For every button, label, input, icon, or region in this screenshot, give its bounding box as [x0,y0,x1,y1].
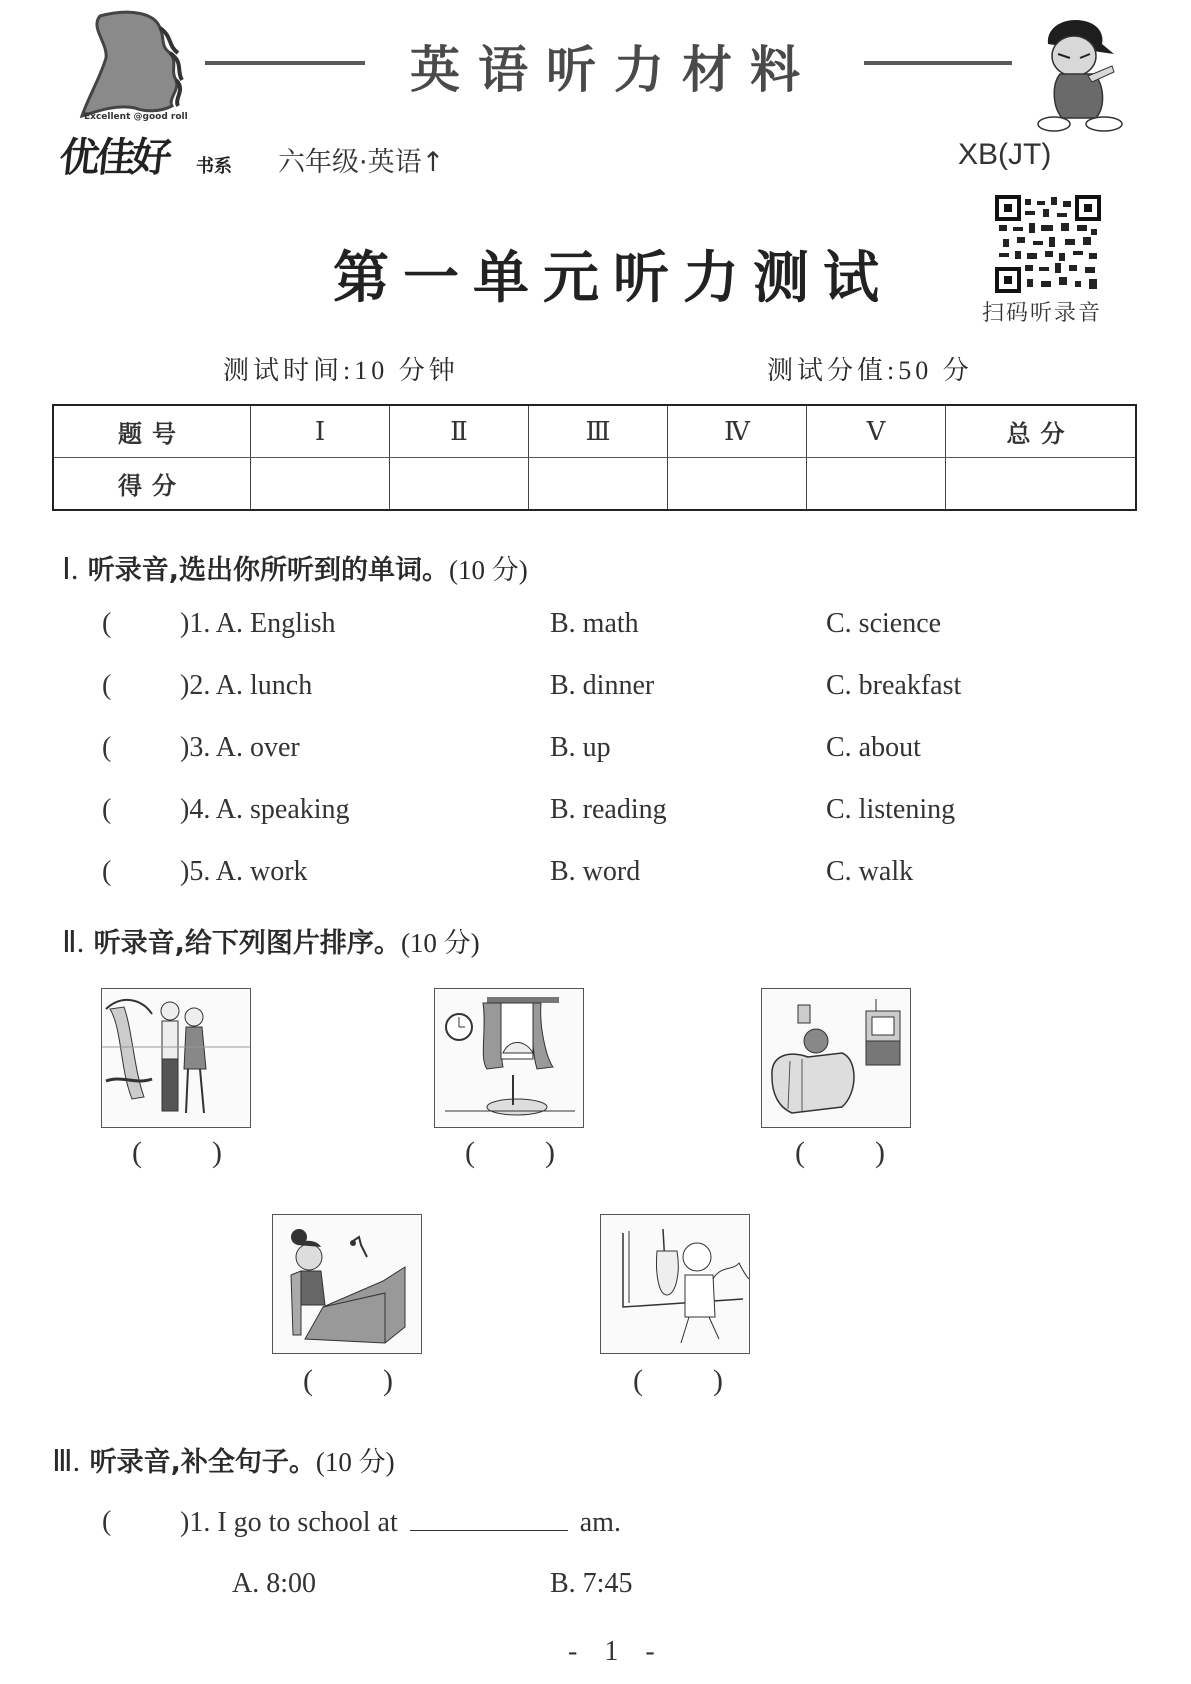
section-1-question-2 [0,670,1191,710]
section-2-numeral: Ⅱ. [62,926,85,959]
row-header-question-number: 题号 [53,405,251,458]
sentence-prefix: )1. I go to school at [180,1507,398,1538]
column-header-1: Ⅰ [251,405,390,458]
section-3-heading [52,1440,395,1479]
qr-code-icon[interactable] [995,195,1101,293]
column-header-3: Ⅲ [529,405,668,458]
score-cell-5[interactable] [807,458,946,511]
logo-brand: 优佳好 [57,135,171,181]
option-c: C. listening [826,794,956,825]
sentence-suffix: am. [579,1507,621,1538]
option-a: )4. A. speaking [180,794,350,825]
picture-2-answer-blank[interactable]: ( ) [465,1136,555,1169]
edition-code: XB(JT) [958,138,1052,171]
score-table-header-row [53,405,1136,458]
option-c: C. about [826,732,921,763]
banner-title: 英语听力材料 [410,41,818,99]
option-a: )5. A. work [180,856,308,887]
test-title: 第一单元听力测试 [333,245,893,311]
test-score-label: 测试分值:50 分 [767,356,973,385]
row-header-score: 得分 [53,458,251,511]
section-1-question-1 [0,608,1191,648]
section-3-instruction: 听录音,补全句子。 [89,1447,316,1478]
section-3-numeral: Ⅲ. [52,1445,81,1478]
section-3-question-1-option-b: B. 7:45 [550,1568,633,1599]
picture-3-answer-blank[interactable]: ( ) [795,1136,885,1169]
section-1-question-5 [0,856,1191,896]
section-2-instruction: 听录音,给下列图片排序。 [93,928,401,959]
column-header-5: Ⅴ [807,405,946,458]
score-cell-3[interactable] [529,458,668,511]
section-3-question-1-answer-blank[interactable]: ( [102,1506,112,1537]
section-2-points: (10 分) [400,928,480,958]
option-c: C. walk [826,856,914,887]
answer-blank[interactable]: ( [102,732,112,763]
couple-walking-park-picture [101,988,251,1128]
option-b: B. up [550,732,611,763]
cooking-by-window-clock-picture [434,988,584,1128]
section-1-points: (10 分) [449,555,528,585]
cartoon-boy-mascot-icon [1030,14,1128,136]
section-3-question-1-sentence [180,1506,621,1539]
score-cell-1[interactable] [251,458,390,511]
column-header-2: Ⅱ [390,405,529,458]
fill-in-blank[interactable] [410,1506,568,1531]
logo-tagline: Excellent @good roll [84,112,188,122]
answer-blank[interactable]: ( [102,608,112,639]
logo-series: 书系 [196,156,232,177]
option-a: )3. A. over [180,732,300,763]
answer-blank[interactable]: ( [102,856,112,887]
test-time-label: 测试时间:10 分钟 [223,356,459,385]
header-divider-right [864,61,1012,65]
qr-caption: 扫码听录音 [982,301,1103,326]
page-number: - 1 - [568,1636,665,1667]
column-header-4: Ⅳ [668,405,807,458]
section-1-question-3 [0,732,1191,772]
picture-1-answer-blank[interactable]: ( ) [132,1136,222,1169]
score-cell-total[interactable] [946,458,1137,511]
option-a: )2. A. lunch [180,670,313,701]
section-1-instruction: 听录音,选出你所听到的单词。 [87,555,450,586]
option-b: B. word [550,856,641,887]
girl-playing-piano-picture [272,1214,422,1354]
grade-subject-label: 六年级·英语↑ [278,147,445,178]
option-a: )1. A. English [180,608,336,639]
header-divider-left [205,61,365,65]
score-cell-4[interactable] [668,458,807,511]
score-table [52,404,1137,511]
section-2-heading [62,921,480,960]
section-1-heading [62,548,528,587]
option-b: B. math [550,608,639,639]
section-1-question-4 [0,794,1191,834]
option-c: C. breakfast [826,670,962,701]
watching-tv-sofa-picture [761,988,911,1128]
score-cell-2[interactable] [390,458,529,511]
picture-5-answer-blank[interactable]: ( ) [633,1364,723,1397]
girl-opening-window-picture [600,1214,750,1354]
answer-blank[interactable]: ( [102,670,112,701]
column-header-total: 总分 [946,405,1137,458]
section-3-question-1-option-a: A. 8:00 [232,1568,316,1599]
section-1-numeral: Ⅰ. [62,553,79,586]
section-3-points: (10 分) [315,1447,395,1477]
score-table-score-row [53,458,1136,511]
option-b: B. reading [550,794,667,825]
thumbs-up-logo-icon [60,8,210,118]
answer-blank[interactable]: ( [102,794,112,825]
option-b: B. dinner [550,670,655,701]
picture-4-answer-blank[interactable]: ( ) [303,1364,393,1397]
option-c: C. science [826,608,942,639]
